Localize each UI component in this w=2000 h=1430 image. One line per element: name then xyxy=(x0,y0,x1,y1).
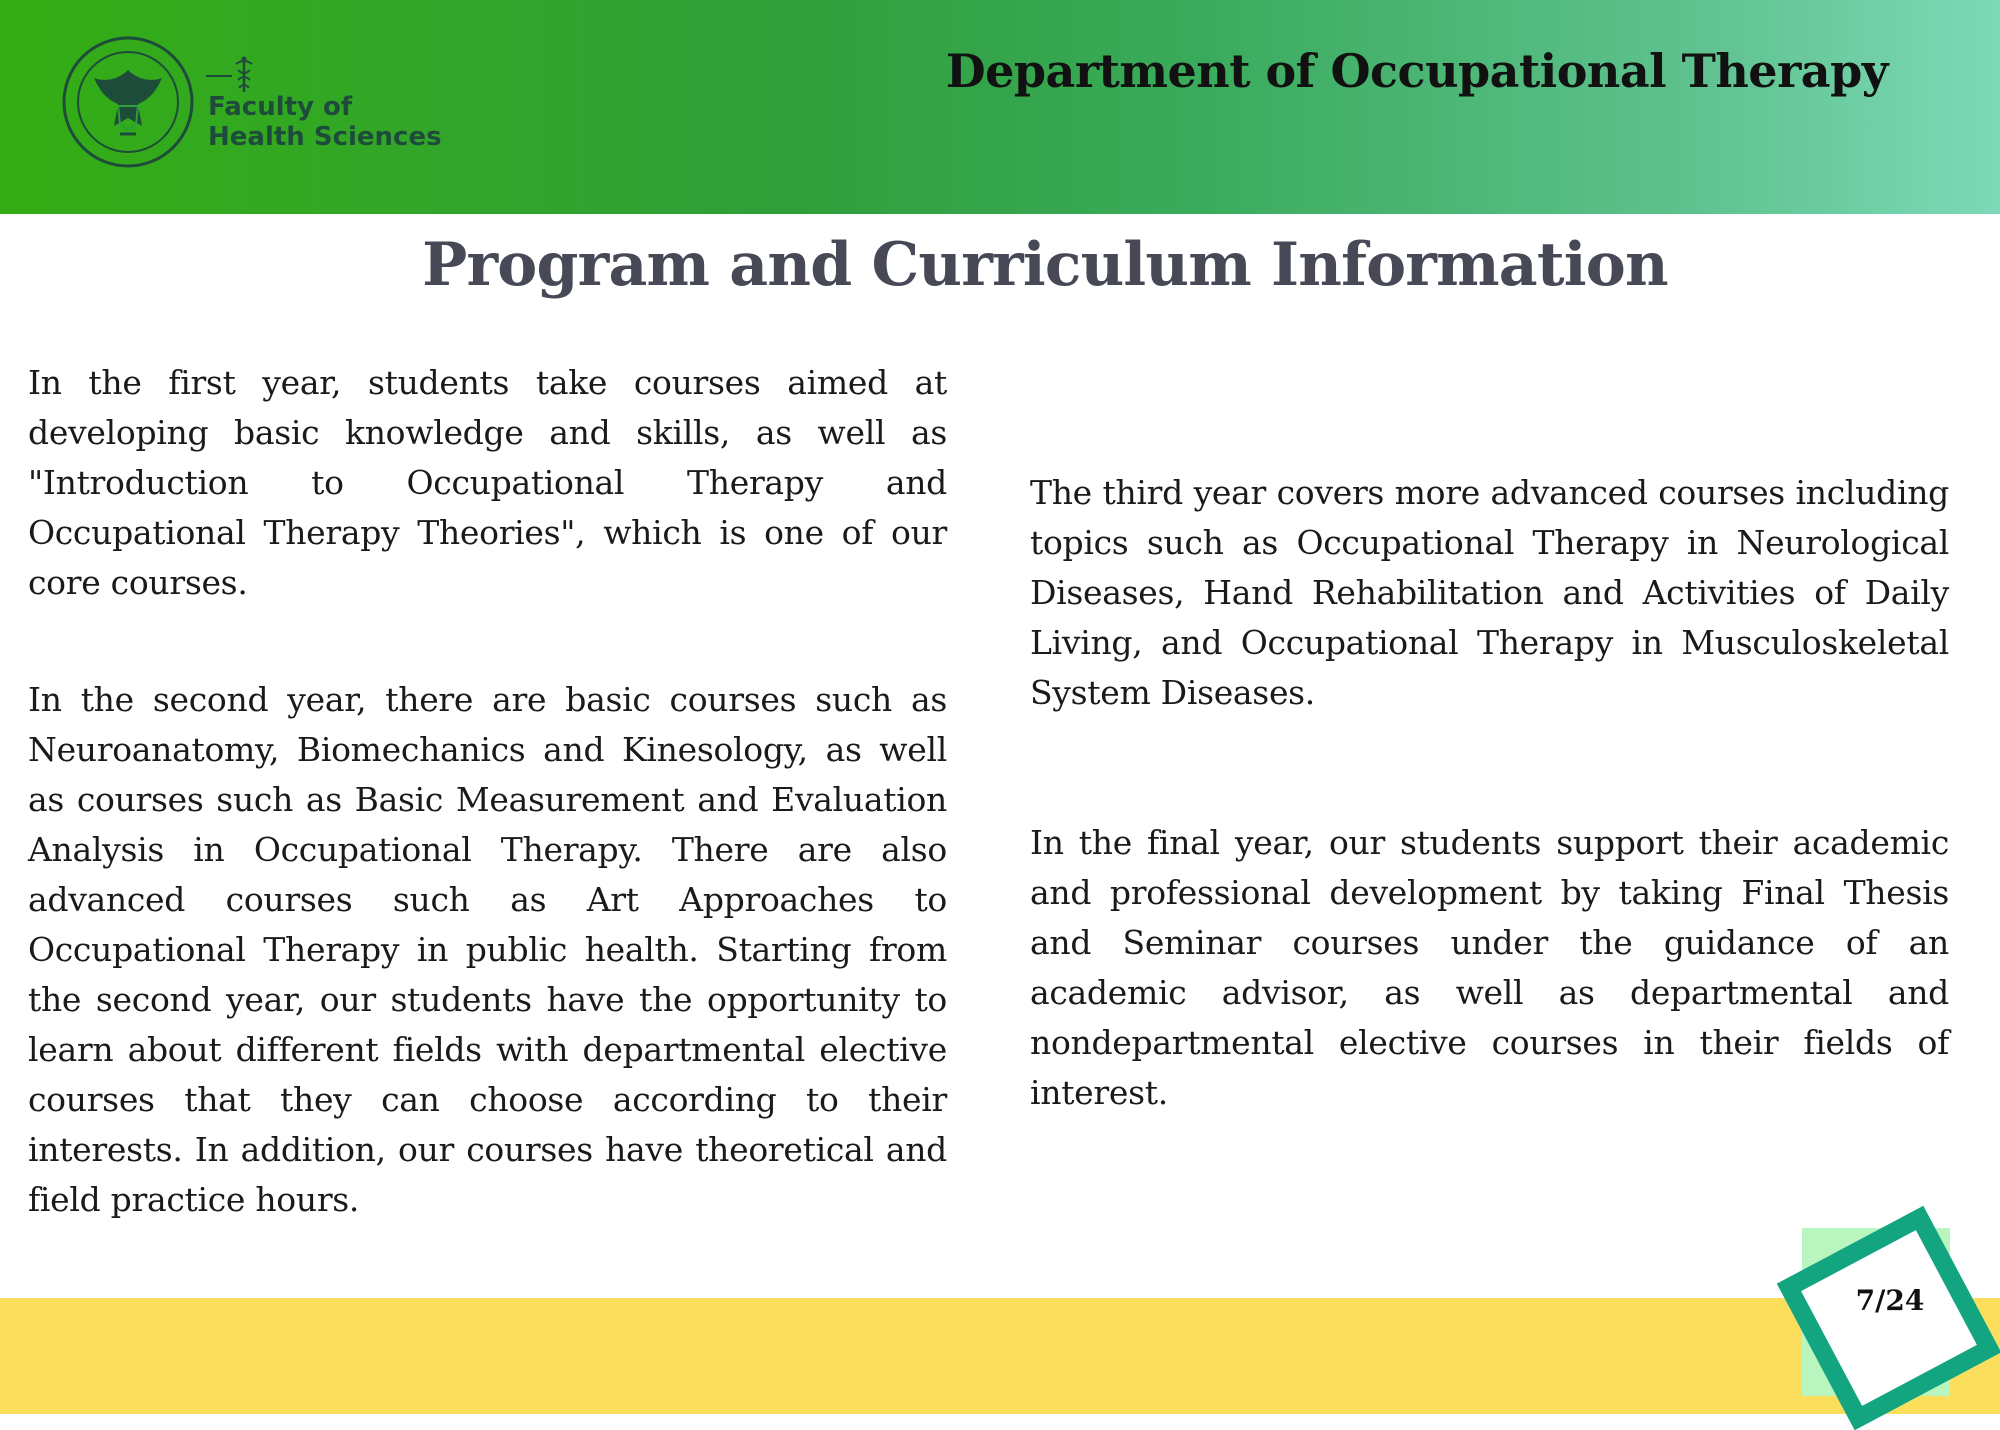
university-emblem-icon xyxy=(60,34,196,170)
faculty-name xyxy=(208,92,442,152)
page-number: 7/24 xyxy=(1855,1284,1925,1317)
footer-band xyxy=(0,1298,2000,1414)
faculty-name-line1: Faculty of xyxy=(208,92,353,122)
faculty-logo xyxy=(60,34,440,174)
header-banner xyxy=(0,0,2000,214)
department-title: Department of Occupational Therapy xyxy=(945,44,1888,98)
page-title: Program and Curriculum Information xyxy=(422,230,1668,300)
faculty-name-line2: Health Sciences xyxy=(208,122,442,152)
caduceus-icon xyxy=(206,54,256,94)
first-year-paragraph: In the first year, students take courses aimed at developing basic knowledge and skills, as well as "Introduction to Occupational Therapy and Occupational Therapy Theories", which is one of our core courses. xyxy=(28,363,947,602)
third-year-paragraph: The third year covers more advanced courses including topics such as Occupational Therapy in Neurological Diseases, Hand Rehabilitation and Activities of Daily Living, and Occupational Therapy in Musculoskeletal System Diseases. xyxy=(1030,473,1949,712)
second-year-paragraph: In the second year, there are basic courses such as Neuroanatomy, Biomechanics and Kinesology, as well as courses such as Basic Measurement and Evaluation Analysis in Occupational Therapy. There are also advanced courses such as Art Approaches to Occupational Therapy in public health. Starting from the second year, our students have the opportunity to learn about different fields with departmental elective courses that they can choose according to their interests. In addition, our courses have theoretical and field practice hours. xyxy=(28,680,947,1219)
final-year-paragraph: In the final year, our students support their academic and professional development by taking Final Thesis and Seminar courses under the guidance of an academic advisor, as well as departmental and nondepartmental elective courses in their fields of interest. xyxy=(1030,823,1949,1112)
